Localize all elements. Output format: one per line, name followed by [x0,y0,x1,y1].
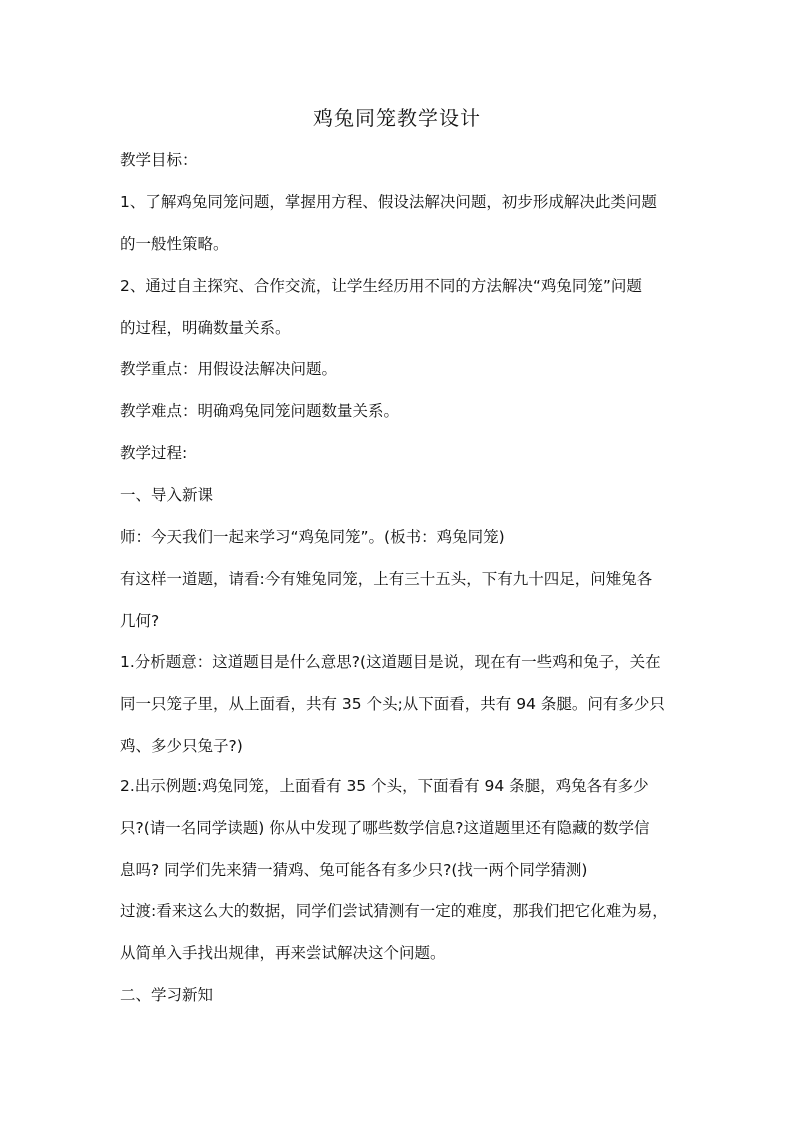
teaching-difficulty: 教学难点：明确鸡兔同笼问题数量关系。 [120,402,400,420]
section-2-heading: 二、学习新知 [120,986,214,1004]
analysis-line-3: 鸡、多少只兔子?) [120,737,243,755]
heading-teaching-objectives: 教学目标： [120,151,198,169]
teaching-focus: 教学重点：用假设法解决问题。 [120,360,338,378]
analysis-line-1: 1.分析题意：这道题目是什么意思?(这道题目是说，现在有一些鸡和兔子，关在 [120,653,661,671]
transition-line-2: 从简单入手找出规律，再来尝试解决这个问题。 [120,944,446,962]
objective-1-line-1: 1、了解鸡兔同笼问题，掌握用方程、假设法解决问题，初步形成解决此类问题 [120,193,657,211]
document-title: 鸡兔同笼教学设计 [313,106,481,130]
section-1-heading: 一、导入新课 [120,486,214,504]
problem-line-2: 几何? [120,612,160,630]
problem-line-1: 有这样一道题，请看:今有雉兔同笼，上有三十五头，下有九十四足，问雉兔各 [120,570,653,588]
analysis-line-2: 同一只笼子里，从上面看，共有 35 个头;从下面看，共有 94 条腿。问有多少只 [120,695,665,713]
objective-2-line-2: 的过程，明确数量关系。 [120,319,291,337]
example-line-3: 息吗? 同学们先来猜一猜鸡、兔可能各有多少只?(找一两个同学猜测) [120,861,588,879]
paragraph-teacher-intro: 师：今天我们一起来学习“鸡兔同笼”。(板书：鸡兔同笼) [120,528,505,546]
heading-teaching-process: 教学过程: [120,444,188,462]
example-line-1: 2.出示例题:鸡兔同笼，上面看有 35 个头，下面看有 94 条腿，鸡兔各有多少 [120,777,649,795]
transition-line-1: 过渡:看来这么大的数据，同学们尝试猜测有一定的难度，那我们把它化难为易， [120,902,668,920]
example-line-2: 只?(请一名同学读题) 你从中发现了哪些数学信息?这道题里还有隐藏的数学信 [120,819,650,837]
objective-1-line-2: 的一般性策略。 [120,235,229,253]
objective-2-line-1: 2、通过自主探究、合作交流，让学生经历用不同的方法解决“鸡兔同笼”问题 [120,277,642,295]
